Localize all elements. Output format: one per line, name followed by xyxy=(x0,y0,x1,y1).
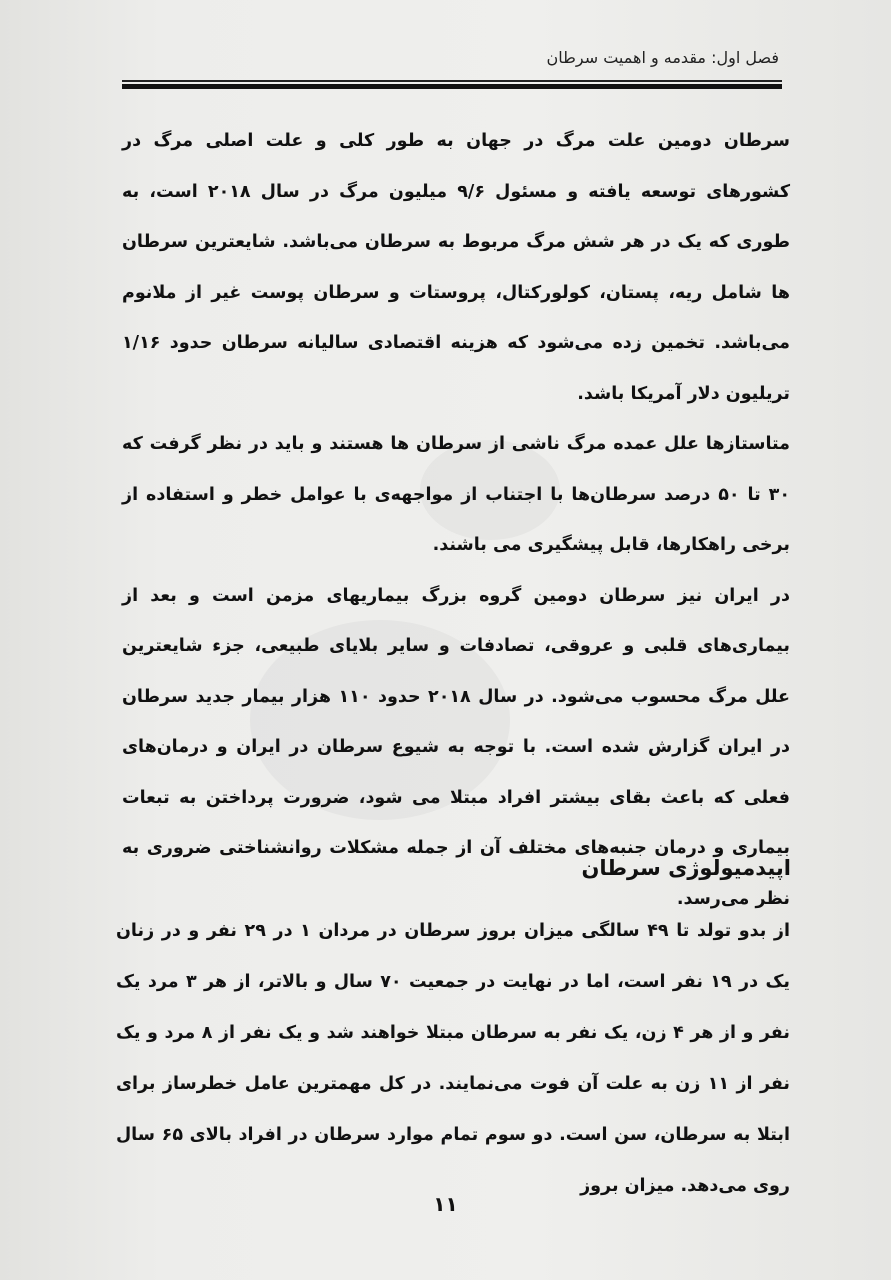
section-heading: اپیدمیولوژی سرطان xyxy=(581,856,791,880)
header-rule-thick xyxy=(122,84,782,89)
paragraph: در ایران نیز سرطان دومین گروه بزرگ بیماریهای مزمن است و بعد از بیماری‌های قلبی و عروقی، تصادفات و سایر بلایای طبیعی، جزء شایعترین علل مرگ محسوب می‌شود. در سال ۲۰۱۸ حدود ۱۱۰ هزار بیمار جدید سرطان در ایران گزارش شده است. با توجه به شیوع سرطان در ایران و درمان‌های فعلی که باعث بقای بیشتر افراد مبتلا می شود، ضرورت پرداختن به تبعات بیماری و درمان جنبه‌های مختلف آن از جمله مشکلات روانشناختی ضروری به نظر می‌رسد. xyxy=(122,585,790,909)
section-text xyxy=(116,906,790,1212)
paragraph: سرطان دومین علت مرگ در جهان به طور کلی و علت اصلی مرگ در کشورهای توسعه یافته و مسئول ۹/۶ میلیون مرگ در سال ۲۰۱۸ است، به طوری که یک در هر شش مرگ مربوط به سرطان می‌باشد. شایعترین سرطان ها شامل ریه، پستان، کولورکتال، پروستات و سرطان پوست غیر از ملانوم می‌باشد. تخمین زده می‌شود که هزینه اقتصادی سالیانه سرطان حدود ۱/۱۶ تریلیون دلار آمریکا باشد. xyxy=(122,131,790,404)
paragraph: متاستازها علل عمده مرگ ناشی از سرطان ها هستند و باید در نظر گرفت که ۳۰ تا ۵۰ درصد سرطان‌ها با اجتناب از مواجهه‌ی با عوامل خطر و استفاده از برخی راهکارها، قابل پیشگیری می باشند. xyxy=(122,434,791,555)
body-text xyxy=(122,116,790,924)
running-header: فصل اول: مقدمه و اهمیت سرطان xyxy=(546,48,779,67)
header-rule xyxy=(122,80,782,82)
paragraph: از بدو تولد تا ۴۹ سالگی میزان بروز سرطان در مردان ۱ در ۲۹ نفر و در زنان یک در ۱۹ نفر است، اما در نهایت در جمعیت ۷۰ سال و بالاتر، از هر ۳ مرد یک نفر و از هر ۴ زن، یک نفر به سرطان مبتلا خواهند شد و یک نفر از ۸ مرد و یک نفر از ۱۱ زن به علت آن فوت می‌نمایند. در کل مهمترین عامل خطرساز برای ابتلا به سرطان، سن است. دو سوم تمام موارد سرطان در افراد بالای ۶۵ سال روی می‌دهد. میزان بروز xyxy=(116,921,790,1196)
page-number: ۱۱ xyxy=(433,1192,458,1216)
